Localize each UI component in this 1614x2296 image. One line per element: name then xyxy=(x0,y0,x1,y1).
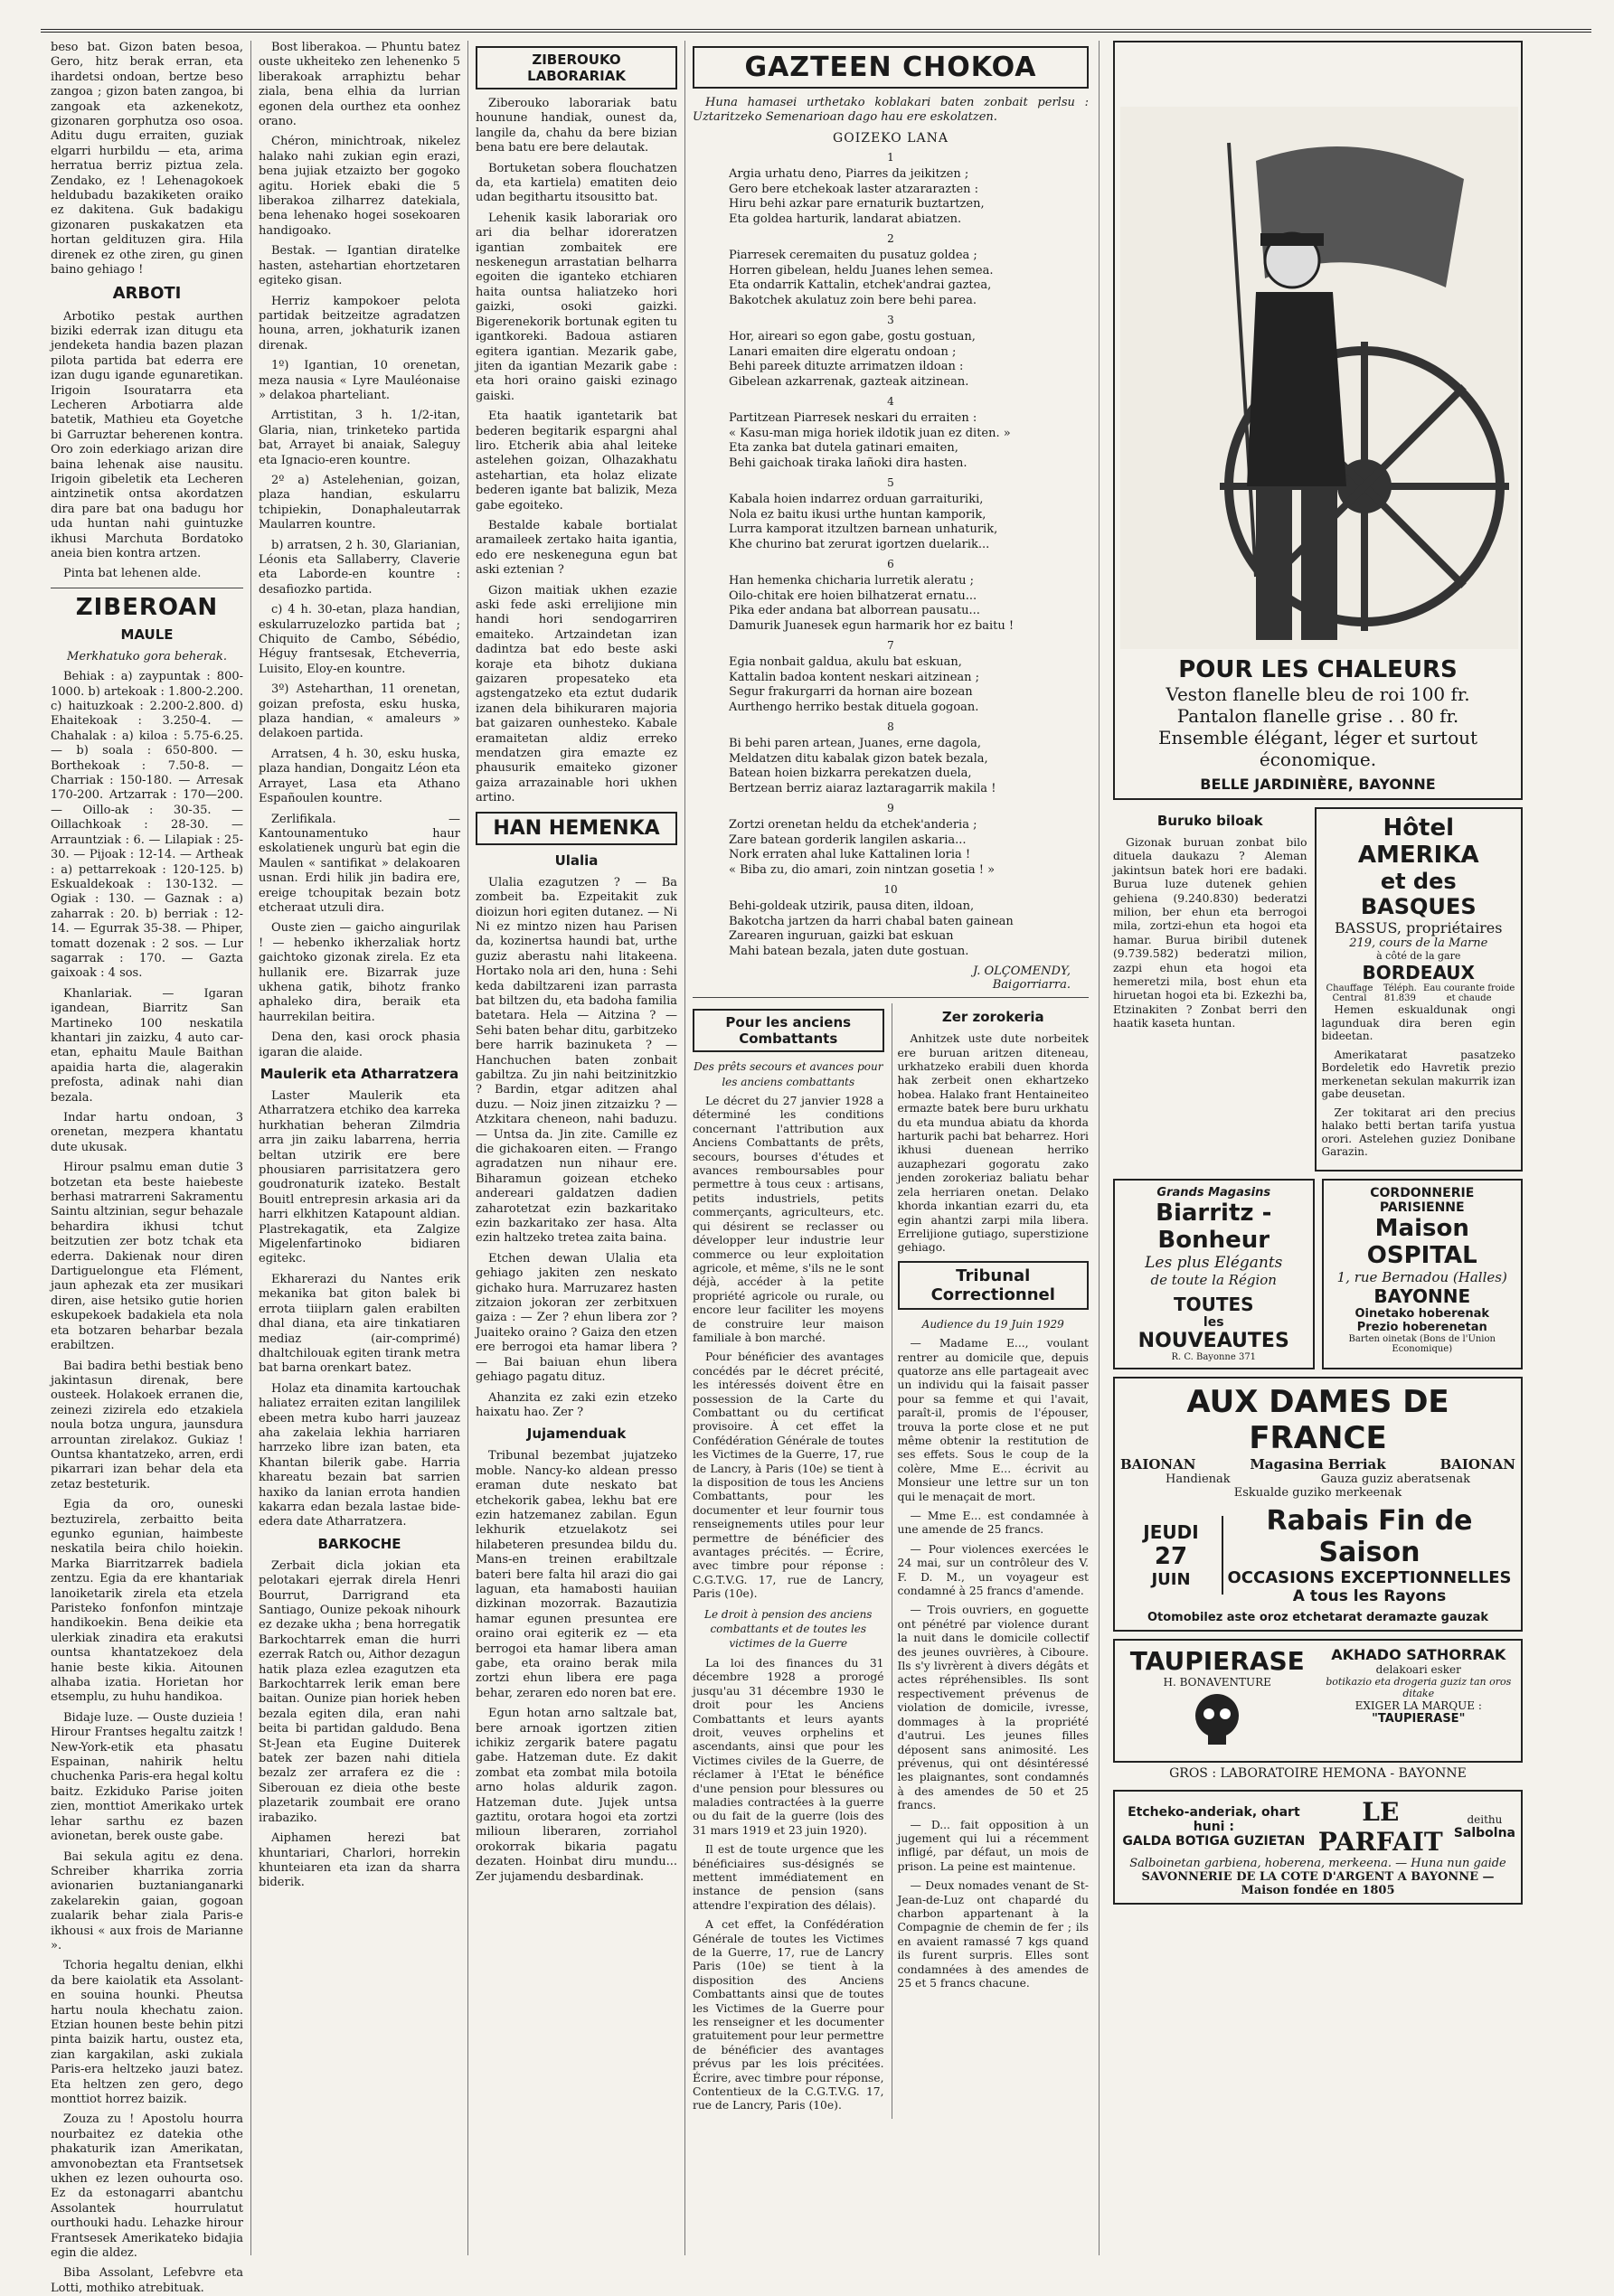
poem-signature-place: Baigorriarra. xyxy=(992,978,1071,993)
verse-line: Argia urhatu deno, Piarres da jeikitzen ; xyxy=(729,167,969,182)
ad-headline: et des BASQUES xyxy=(1360,869,1477,919)
ad-line: Ensemble élégant, léger et surtout économique. xyxy=(1157,727,1478,770)
article-text: Tchoria hegaltu denian, elkhi da bere kaiolatik eta Assolant-en souina hounki. Pheutsa hartu noula khechatu zaion. Etzian hounen beste behin pitzi pinta baizik hartu, oustez eta, zian kargakilan, aski zukiala Paris-era heltzeko jauzi batez. Eta heltzen zen gero, dego monttiot horrez baizik. xyxy=(51,1959,243,2106)
heading-buruko: Buruko biloak xyxy=(1156,813,1263,829)
heading-ulalia: Ulalia xyxy=(554,852,599,869)
verse-line: Kabala hoien indarrez orduan garraituriki, xyxy=(729,493,984,507)
article-text: Bost liberakoa. — Phuntu batez ouste ukheiteko zen lehenenko 5 liberakoak arraphiztu behar ziala, bena elhia da lurrian egonen dela ourthez eta oonhez orano. xyxy=(259,41,460,129)
ad-line: Prezio hoberenetan xyxy=(1356,1320,1487,1334)
article-text: Arbotiko pestak aurthen biziki ederrak izan ditugu eta jendeketa handia bazen plazan pilota partida bat ederra ere izan dugu igande egunaretikan. Irigoin Isouratarra eta Lecheren Arbotiarra alde batetik, Mathieu eta Goyetche bi Garruztar beherenen kontra. Oro zoin ederkiago arizan dire baina lehenak aise nausitu. Irigoin gibeletik eta Lecheren aintzinetik ontsa akordatzen dira pare bat ona badugu hor uda huntan nahi guintuzke ikhusi Marchuta Bordatoko aneia bien kontra artzen. xyxy=(51,309,243,560)
article-text: b) arratsen, 2 h. 30, Glarianian, Léonis eta Sallaberry, Claverie eta Laborde-en kountre : desafiozko partida. xyxy=(259,538,460,597)
article-text: Le décret du 27 janvier 1928 a déterminé les conditions concernant l'attribution aux Anciens Combattants de prêts, secours, bourses d'études et avances remboursables pour permettre à tous ceux : artisans, petits industriels, petits commerçants, agriculteurs, etc. qui désirent se reclasser ou développer leur industrie leur commerce ou leur exploitation agricole, et même, s'ils ne le sont déjà, accéder à la petite propriété agricole ou rurale, ou encore leur faciliter les moyens de construire leur maison familiale à bon marché. xyxy=(693,1095,884,1344)
ad-feature: Téléph. 81.839 xyxy=(1383,983,1417,1003)
column-2 xyxy=(253,41,466,2255)
verse-line: Zortzi orenetan heldu da etchek'anderia ; xyxy=(729,818,977,833)
article-text: Anhitzek uste dute norbeitek ere buruan aritzen diteneau, urkhatzeko erabili duen khorda hak zerbeit onen ekhartzeko hobea. Halako frant Hentaineiteo ermazte batek bere buru urkhatu du eta mundua abiatu da khorda harturik pachi bat beharrez. Hori ikhusi duenean herriko auzaphezari gogoratu zako jenden zorokeriaz baliatu behar zela herriaren onetan. Delako khorda inkantian ezarri du, eta egin ahantzi zarpi mila libera. Errelijione gutiago, superstizione gehiago. xyxy=(897,1032,1089,1255)
verse-line: Lurra kamporat itzultzen barnean unhaturik, xyxy=(729,522,998,537)
article-text: Ahanzita ez zaki ezin etzeko haixatu hao. Zer ? xyxy=(476,1390,677,1419)
article-text: Bestalde kabale bortialat aramaileek zertako haita igantia, edo ere neskeneguna egun bat aski eztenian ? xyxy=(476,518,677,578)
stanza-number: 2 xyxy=(887,232,894,246)
lower-columns xyxy=(693,1003,1089,2119)
intro-text: Huna hamasei urthetako koblakari baten zonbait perlsu : Uztaritzeko Semenarioan dago hau ere eskolatzen. xyxy=(693,96,1089,125)
ad-line: A tous les Rayons xyxy=(1292,1586,1447,1605)
article-text: Hirour psalmu eman dutie 3 botzetan eta beste haiebeste berhasi matrarreni Sakramentu Saintu altzinian, segur behazale behardira ikhusi tchut beitzutien zer botz tchak eta ederra. Dakienak nour diren Dartiguelongue eta Flément, jaun aphezak eta zer musikari diren, aise hetsiko gutie horien eskupekoek badakiela eta nola eta botzaren beharbar bezala erabiltzen. xyxy=(51,1161,243,1353)
article-text: Ekharerazi du Nantes erik mekanika bat giton balek bi errota tiiiplarn galen erabilten dhal diana, eta aire tinkatiaren mediaz (air-comprimé) dhaltchilouak egiten tirank metra bat barna orenkart batez. xyxy=(259,1272,460,1376)
verse-line: Nork erraten ahal luke Kattalinen loria ! xyxy=(729,848,971,862)
ad-line: Otomobilez aste oroz etchetarat deramazte gauzak xyxy=(1147,1610,1489,1624)
poem-signature: J. OLÇOMENDY, xyxy=(973,965,1071,979)
heading-combattants: Pour les anciens Combattants xyxy=(693,1009,884,1052)
heading-ziberoan: ZIBEROAN xyxy=(75,593,219,621)
stanza xyxy=(729,818,1089,878)
ad-headline: Rabais Fin de Saison xyxy=(1266,1504,1473,1568)
ad-parfait-top xyxy=(1120,1797,1515,1857)
ad-line: Pantalon flanelle grise . . 80 fr. xyxy=(1176,705,1459,727)
ads-row-2 xyxy=(1113,1179,1523,1377)
ad-line: 27 xyxy=(1154,1542,1188,1570)
column-divider xyxy=(1099,41,1100,2255)
ad-line: delakoari esker xyxy=(1375,1662,1461,1676)
verse-line: Partitzean Piarresek neskari du erraiten : xyxy=(729,411,977,426)
stanza-number: 8 xyxy=(887,720,894,734)
ad-text: Zer tokitarat ari den precius halako betti bertan tarifa yustua orori. Astelehen guziez Donibane Garazin. xyxy=(1321,1106,1515,1158)
article-text: Lehenik kasik laborariak oro ari dia belhar idoreratzen igantian zombaitek ere neskenegun arrastatian belharra egoiten die iganteko etchiaren haita ountsa haliatzeko hori gaizki, osoki gaizki. Bigerenekorik bortunak egiten tu igantkoreki. Badoua astiaren egitera igantian. Mezarik gabe, jiten da igantian Mezarik gabe : eta hori oraino gaiski ezinago gaiski. xyxy=(476,211,677,403)
column-3 xyxy=(470,41,683,2255)
zer-tribunal-column xyxy=(892,1003,1090,2119)
ad-city: BORDEAUX xyxy=(1362,962,1475,983)
ad-headline: TAUPIERASE xyxy=(1129,1645,1305,1676)
ad-line: BAIONAN xyxy=(1439,1455,1515,1473)
ad-line: Oinetako hoberenak xyxy=(1354,1306,1490,1321)
stanza-number: 6 xyxy=(887,558,894,571)
article-text: Dena den, kasi orock phasia igaran die alaide. xyxy=(259,1030,460,1059)
verse-line: Behi pareek dituzte arrimatzen ildoan : xyxy=(729,360,964,374)
article-text: Egia da oro, ouneski beztuzirela, zerbaitto beita egunko egunian, haimbeste neskatila beira chilo hoiekin. Marka Biarritzarrek badiela zentzu. Egia da ere khantariak lanoiketarik zirela eta etzela Paristeko fonfonfon mintzaje handikoekin. Bena deikie eta ulerkiak zinadira eta erakutsi ountsa khantatzekoez dela hanie beste kikia. Aitounen alhaba izatia. Horietan hor etsemplu, zu huhu handikoa. xyxy=(51,1498,243,1705)
article-text: Tribunal bezembat jujatzeko moble. Nancy-ko aldean presso eraman dute neskato bat etchekorik gabea, lekhu bat ere ezin hatzemanez zabilan. Egun lekhurik etzuelakotz sei hilabeteren presundea bildu du. Mans-en treinen erabiltzale bateri bere falta hil arazi dio gai laguan, eta hamabosti hauiian dizkinan mozorrak. Bazautizia hamar egunen presuntea ere oraino orai egiterik ez — eta berrogoi eta hamar libera aman gabe, eta oraino berak mila zortzi ehun libera ere paga behar, zeraren edo noren bat ere. xyxy=(476,1449,677,1700)
ad-store: BELLE JARDINIÈRE, BAYONNE xyxy=(1200,776,1436,793)
verse-line: Eta ondarrik Kattalin, etchek'andrai gaztea, xyxy=(729,278,992,293)
article-text: Ouste zien — gaicho aingurilak ! — hebenko ikherzaliak hortz gaichtoko gizonak zirela. Ez eta hullanik ere. Bizarrak juze ukhena gatik, bihotz franko aphaleko dira, beraik eta haurrekilan beitira. xyxy=(259,921,460,1024)
ad-line: R. C. Bayonne 371 xyxy=(1171,1351,1257,1362)
article-text: Gizonak buruan zonbat bilo dituela daukazu ? Aleman jakintsun batek hori ere badaki. Burua luze dutenek gehien gehiena (9.240.830) bederatzi milion, ber ehun eta berrogoi mila, zortzi-ehun eta hogoi eta hamar. Burua biribil dutenek (9.739.582) bederatzi milion, zazpi ehun eta hogoi eta hemeretzi mila, bost ehun eta hiruetan hogoi eta bi. Ezkezhi ba, Etzinakiten ? Zonbat berri den haatik kaseta huntan. xyxy=(1113,836,1307,1030)
stanza xyxy=(729,411,1089,471)
article-text: Bortuketan sobera flouchatzen da, eta kartiela) ematiten deio udan begithartu itsousitto bat. xyxy=(476,161,677,205)
article-text: La loi des finances du 31 décembre 1928 a prorogé jusqu'au 31 décembre 1930 le droit pour les Anciens Combattants et leurs ayants droit, veuves orphelins et ascendants, ainsi que pour les Victimes civiles de la Guerre, de réclamer à l'Etat le bénéfice d'une pension pour blessures ou maladies contractées à la guerre ou du fait de la guerre (lois des 31 mars 1919 et 23 juin 1920). xyxy=(693,1656,884,1837)
ad-belle-jardiniere xyxy=(1113,41,1523,800)
verse-line: Segur frakurgarri da hornan aire bozean xyxy=(729,685,973,700)
ad-taupierase-right xyxy=(1322,1646,1516,1755)
verse-line: Batean hoien bizkarra perekatzen duela, xyxy=(729,767,972,781)
article-text: Zerlifikala. — Kantounamentuko haur eskolatienek ungurù bat egin die Maulen « santifikat » delakoaren usnan. Erdi hilik jin badira ere, ereige tchoupitak bezain botz etcheraat utzuli dira. xyxy=(259,812,460,915)
ad-sale-block xyxy=(1120,1505,1515,1605)
stanza xyxy=(729,574,1089,634)
heading-jujamenduak: Jujamenduak xyxy=(526,1426,627,1443)
ad-line: OCCASIONS EXCEPTIONNELLES xyxy=(1227,1567,1512,1587)
ad-line: JUIN xyxy=(1151,1569,1191,1589)
ad-le-parfait xyxy=(1113,1790,1523,1905)
ad-line: 219, cours de la Marne xyxy=(1349,936,1488,950)
ad-line: Barten oinetak (Bons de l'Union Economique) xyxy=(1348,1333,1496,1354)
stanza xyxy=(729,655,1089,715)
stanza xyxy=(729,330,1089,390)
ad-line: de toute la Région xyxy=(1150,1271,1277,1288)
verse-line: Behi-goldeak utzirik, pausa diten, ildoan, xyxy=(729,899,975,914)
verse-line: Bi behi paren artean, Juanes, erne dagola, xyxy=(729,737,981,751)
article-text: — Pour violences exercées le 24 mai, sur un contrôleur des V. F. D. M., un voyageur est condamné à 25 francs d'amende. xyxy=(897,1542,1089,1598)
stanza-number: 4 xyxy=(887,395,894,409)
article-text: Behiak : a) zaypuntak : 800-1000. b) artekoak : 1.800-2.200. c) haituzkoak : 2.200-2.800. d) Ehaitekoak : 3.250-4. — Chahalak : a) kiloa : 5.75-6.25. — b) soala : 650-800. — Borthekoak : 7.50-8. — Charriak : 150-180. — Arresak 170-200. Artzarrak : 170—200. — Oillo-ak : 30-35. — Oillachkoak : 28-30. — Arrauntziak : 6. — Lilapiak : 25-30. — Pijoak : 12-14. — Artheak : a) pettarrekoak : 120-125. b) Eskualdekoak : 130-132. — Ogiak : 130. — Gaznak : a) zaharrak : 20. b) berriak : 12-14. — Egurrak 35-38. — Phiper, tomatt dozenak : 2 sos. — Lur sagarrak : 170. — Gazta gaixoak : 4 sos. xyxy=(51,670,243,981)
ad-line: AKHADO SATHORRAK xyxy=(1331,1645,1506,1663)
ad-line: SAVONNERIE DE LA COTE D'ARGENT A BAYONNE xyxy=(1141,1869,1478,1884)
ad-parfait-right xyxy=(1454,1813,1515,1840)
verse-line: Eta goldea harturik, landarat abiatzen. xyxy=(729,212,962,226)
article-text: Gizon maitiak ukhen ezazie aski fede aski errelijione min handi hori sendogarriren emaiteko. Artzaindetan izan dadintza bat edo beste aski koraje eta bihotz dukiana gaizaren propesateko eta agstengatzeko eta eztut dudarik izanen dela bihikuraren majoria bat gaizaren ounhesteko. Kabale eramaitetan aldiz erreko mendatzen gira emazte ez phausurik emaiteko gizoner gaiza arrazainable hori ukhen artino. xyxy=(476,583,677,805)
article-text: Bai sekula agitu ez dena. Schreiber kharrika zorria avionarien buztanianganarki zakelarekin gaian, gogoan zualarik behar ziala Paris-e ikhousi « aux frois de Marianne ». xyxy=(51,1849,243,1953)
verse-line: Eta zanka bat dutela gatinari emaiten, xyxy=(729,441,958,456)
subheading: Audience du 19 Juin 1929 xyxy=(921,1317,1064,1331)
article-text: Pour bénéficier des avantages concédés par le décret précité, les intéressés doivent être en possession de la Carte du Combattant ou du certificat provisoire. À cet effet la Confédération Générale de toutes les Victimes de la Guerre, 17, rue de Lancry, à Paris (10e) se tient à la disposition de tous les Anciens Combattants, pour les documenter et leur fournir tous renseignements utiles pour leur permettre de bénéficier des avantages précités. — Écrire, avec timbre pour réponse : C.G.T.V.G. 17, rue de Lancry, Paris (10e). xyxy=(693,1350,884,1601)
ad-line: les xyxy=(1203,1314,1224,1330)
article-text: Biba Assolant, Lefebvre eta Lotti, mothiko atrebituak. xyxy=(51,2266,243,2295)
article-text: Holaz eta dinamita kartouchak haliatez erraiten ezitan langililek ebeen metra kubo harri jauzeaz aha zakelaia lekhia harriaren harrzeko libre izan baten, eta Khantan bilerik gabe. Harria khareatu bezain bat sarrien haxiko da lanian errota handien kakarra edan bezala lastae bide-edera date Atharratzera. xyxy=(259,1381,460,1529)
ad-line: BASSUS, propriétaires xyxy=(1335,919,1503,936)
article-text: Laster Maulerik eta Atharratzera etchiko dea karreka hurkhatian beheran Zilmdria arra jin zaiku labarrena, herria beltan utzirik ere bere phousiaren parrisitatzera gero goudronaturik izateko. Bestalt Bouitl entrepresin arkasia ari da harri elkhitzen Katapount aldian. Plastrekagatik, eta Zalgize Migelenfartinoko bidiaren egitekc. xyxy=(259,1089,460,1266)
ad-footer: GROS : LABORATOIRE HEMONA - BAYONNE xyxy=(1169,1765,1467,1781)
ads-row-1 xyxy=(1113,807,1523,1179)
ad-line: 1, rue Bernadou (Halles) xyxy=(1336,1268,1507,1285)
ad-date xyxy=(1120,1516,1223,1595)
ad-headline: Hôtel AMERIKA xyxy=(1357,814,1479,869)
verse-line: Kattalin badoa kontent neskari aitzinean ; xyxy=(729,670,980,684)
article-text: Zouza zu ! Apostolu hourra nourbaitez ez datekia othe phakaturik izan Amerikatan, amvonobeztan eta Frantsetsek ukhen ez lezen ouhourta oso. Ez da estonagarri abantchu Assolantek hourrulatut ourthouki hadu. Lehazke hirour Frantsesek Amerikateko bidajia egin die aldez. xyxy=(51,2113,243,2261)
ad-line: BAYONNE xyxy=(1373,1284,1471,1307)
article-text: Arrtistitan, 3 h. 1/2-itan, Glaria, nian, trinketeko partida bat, Arrayet bi anaiak, Saleguy eta Ignacio-eren kountre. xyxy=(259,409,460,467)
divider xyxy=(693,997,1089,998)
ad-line: "TAUPIERASE" xyxy=(1372,1711,1466,1726)
verse-line: Bakotchek akulatuz zoin bere behi parea. xyxy=(729,293,977,307)
ad-line: Veston flanelle bleu de roi 100 fr. xyxy=(1166,683,1470,705)
verse-line: Gibelean azkarrenak, gazteak aitzinean. xyxy=(729,374,969,389)
verse-line: Meldatzen ditu kabalak gizon batek bezala, xyxy=(729,751,988,766)
article-text: Bestak. — Igantian diratelke hasten, astehartian ehortzetaren egiteko gisan. xyxy=(259,244,460,288)
article-text: Bai badira bethi bestiak beno jakintasun direnak, bere ousteek. Holakoek erranen die, zeinezi zizirela edo etzakiela noula botza ungura, jaunsdura arrountan zirelakoz. Gukiaz ! Ountsa khantatzeko, arren, erdi pikarrari izan behar dela eta zetaz besteturik. xyxy=(51,1359,243,1491)
poem-title: GOIZEKO LANA xyxy=(833,130,949,146)
skull-icon xyxy=(1181,1689,1253,1752)
column-1 xyxy=(45,41,249,2295)
ad-line: Handienak xyxy=(1166,1472,1231,1486)
article-text: Chéron, minichtroak, nikelez halako nahi zukian egin erazi, bena jujiak etzaizto ber gogoko agitu. Horiek ebaki die 5 liberakoa zilharrez datekiala, bena lehenako hogei sosekoaren handigoako. xyxy=(259,135,460,238)
ad-hotel-amerika xyxy=(1315,807,1524,1172)
article-text: Bidaje luze. — Ouste duzieia ! Hirour Frantses hegaltu zaitzk ! New-York-etik eta phasatu Espainan, nahirik heltu chuchenka Paris-era hegal koltu baitz. Ezkiduko Parise joiten zien, monttiot Amerikako urtek lehar sarthu ez bazen avionetan, berek ouste gabe. xyxy=(51,1710,243,1844)
verse-line: Hor, aireari so egon gabe, gostu gostuan, xyxy=(729,330,976,344)
page-top-rule xyxy=(41,29,1591,33)
ad-headline: Maison OSPITAL xyxy=(1366,1214,1477,1269)
article-text: — Mme E... est condamnée à une amende de 25 francs. xyxy=(897,1510,1089,1537)
stanza-number: 7 xyxy=(887,639,894,653)
verse-line: Bakotcha jartzen da harri chabal baten gainean xyxy=(729,914,1014,928)
ad-taupierase-left xyxy=(1120,1646,1315,1755)
heading-gazteen-chokoa: GAZTEEN CHOKOA xyxy=(693,46,1089,89)
stanza xyxy=(729,249,1089,308)
heading-maule: MAULE xyxy=(120,626,174,643)
stanza-number: 10 xyxy=(883,883,898,897)
ad-line: Salboinetan garbiena, hoberena, merkeena. — Huna nun gaide xyxy=(1129,1856,1506,1870)
ad-headline: Biarritz - Bonheur xyxy=(1156,1199,1272,1254)
heading-arboti: ARBOTI xyxy=(112,283,182,303)
ad-line: Grands Magasins xyxy=(1156,1185,1271,1200)
article-text: — Deux nomades venant de St-Jean-de-Luz ont chapardé du charbon appartenant à la Compagnie de chemin de fer ; ils en avaient ramassé 7 kgs quand ils furent surpris. Elles sont condamnées à des amendes de 25 et 5 francs chacune. xyxy=(897,1879,1089,1990)
article-text: Pinta bat lehenen alde. xyxy=(63,567,202,581)
stanza xyxy=(729,167,1089,227)
ad-biarritz-bonheur xyxy=(1113,1179,1315,1369)
ad-text: Amerikatarat pasatzeko Bordeletik edo Havretik prezio merkenetan sekulan makurrik izan gabe deusetan. xyxy=(1321,1048,1515,1100)
stanza xyxy=(729,899,1089,959)
ad-line: Eskualde guziko merkeenak xyxy=(1233,1485,1402,1500)
article-text: Khanlariak. — Igaran igandean, Biarritz San Martineko 100 neskatila khantari jin zaizku, 4 auto car-etan, ephaitu Maule Baithan apaidia harta die, alagerakin prefosta, adinak nahi dian bezala. xyxy=(51,986,243,1105)
ad-parfait-left xyxy=(1120,1805,1307,1849)
ad-subline xyxy=(1120,1456,1515,1473)
stanza-number: 5 xyxy=(887,476,894,490)
verse-line: Egia nonbait galdua, akulu bat eskuan, xyxy=(729,655,962,670)
verse-line: Hiru behi azkar pare ernaturik buztartzen, xyxy=(729,197,985,212)
ad-headline: POUR LES CHALEURS xyxy=(1178,656,1458,683)
ad-line: EXIGER LA MARQUE : xyxy=(1354,1698,1482,1712)
ad-line: TOUTES xyxy=(1173,1293,1254,1315)
ad-dames-de-france xyxy=(1113,1377,1523,1632)
article-text: 3º) Asteharthan, 11 orenetan, goizan prefosta, esku huska, plaza handian, « amaleurs » delakoen partida. xyxy=(259,682,460,741)
verse-line: Oilo-chitak ere hoien bilhatzerat ernatu... xyxy=(729,588,977,603)
column-divider xyxy=(467,41,468,2255)
article-text: Egun hotan arno saltzale bat, bere arnoak igortzen zitien ichikiz zergarik batere pagatu gabe. Hatzeman dute. Ez dakit zombat eta zombat mila botoila arno holas aldurik zagon. Hatzeman dute. Jujek untsa gaztitu, orotara hogoi eta zortzi milioun liberaren, zorriahol orokorrak bikaria pagatu dezaten. Hoinbat diru mundu... Zer jujamendu desbardinak. xyxy=(476,1707,677,1884)
ad-parfait-footer xyxy=(1120,1870,1515,1897)
heading-barkoche: BARKOCHE xyxy=(317,1535,401,1552)
article-text: Il est de toute urgence que les bénéficiaires sus-désignés se mettent immédiatement en instance de pension (sans attendre l'expiration des délais). xyxy=(693,1843,884,1912)
article-text: — Madame E..., voulant rentrer au domicile que, depuis quatorze ans elle partageait avec un individu qui la faisait passer pour sa femme et qui l'avait, paraît-il, promis de l'épouser, trouva la porte close et ne put même obtenir la restitution de ses effets. Sous le coup de la colère, Mme E... écrivit au Monsieur une lettre sur un ton qui le menaçait de mort. xyxy=(897,1337,1089,1503)
combattants-column xyxy=(693,1003,884,2119)
article-text: beso bat. Gizon baten besoa, Gero, hitz berak erran, eta ihardetsi ondoan, bertze beso zangoa ; gizon baten zangoa, bi zangoak eta azkenekotz, gizonaren gorphutza oso osoa. Aditu dugu erraiten, guziak elgarri hurbildu — eta, arima herratua berriz piztua zela. Zendako, ez ! Lehenagokoek heldubadu bazakiketen oraiko ez dakitena. Guk badakigu gizonaren puskakatzen eta hortan geldituzen gira. Hila direnek ez othe ziren, gu ginen baino gehiago ! xyxy=(51,41,243,278)
ad-line: deithu xyxy=(1467,1812,1503,1826)
ad-line: Etcheko-anderiak, ohart huni : xyxy=(1128,1804,1300,1834)
ad-line: — Maison fondée en 1805 xyxy=(1241,1869,1495,1897)
verse-line: Aurthengo herriko bestak dituela gogoan. xyxy=(729,700,979,714)
ad-line: Magasina Berriak xyxy=(1250,1455,1386,1473)
article-text: A cet effet, la Confédération Générale de toutes les Victimes de la Guerre, 17, rue de Lancry Paris (10e) se tient à la disposition des Anciens Combattants ainsi que de toutes les Victimes de la Guerre pour les renseigner et les documenter gratuitement pour leur permettre de bénéficier des avantages prévus par les lois précitées. Écrire, avec timbre pour réponse, Contentieux de la C.G.T.V.G. 17, rue de Lancry, Paris (10e). xyxy=(693,1918,884,2113)
ad-text: Hemen eskualdunak ongi lagunduak dira beren egin bideetan. xyxy=(1321,1003,1515,1042)
ad-feature: Chauffage Central xyxy=(1326,983,1373,1003)
article-text: — Trois ouvriers, en goguette ont pénétré par violence durant la nuit dans le domicile collectif des jeunes ouvrières, à Ciboure. Ils s'y livrèrent à divers dégâts et actes répréhensibles. Ils sont respectivement prévenus de violation de domicile, ivresse, dommages à la propriété d'autrui. Les jeunes filles déposent sans animosité. Les prévenus, qui ont désintéressé les plaignantes, sont condamnés à des amendes de 50 et 25 francs. xyxy=(897,1604,1089,1812)
poem xyxy=(693,151,1089,959)
article-text: Ulalia ezagutzen ? — Ba zombeit ba. Ezpeitakit zuk dioizun hori egiten dutanez. — Ni Ni ez mintzo nizen hau Parisen da, kozinertsa haundi bat, urthe guziz aberastu nahi litakeena. Hortako nola ari den, huna : Sehi keda dabiltzareni izan parrasta bat biltzen du, eta badoha familia batetara. Hela — Aitzina ? — Sehi baten behar ditu, garbitzeko bere harrik bazinuketa ? — Hanchuchen baten zonbait gabiltza. Zu jin nahi beitzinitzkio ? Bardin, etgar aditzen ahal duzu. — Noiz jinen zitzaizku ? — Atzkitara cheneon, nahi baduzu. — Untsa da. Jin zite. Camille ez die gichakoaren eiten. — Frango agradatzen nun nihaur ere. Biharamun goizean etcheko andereari galdatzen dadien zaharotetzat ezin bazkaritako ezin bazkaritako zer hasa. Alta ezin haltzeko tretea zaita baina. xyxy=(476,875,677,1246)
verse-line: Piarresek ceremaiten du pusatuz goldea ; xyxy=(729,249,977,263)
ad-maison-ospital xyxy=(1322,1179,1524,1369)
subheading: Merkhatuko gora beherak. xyxy=(67,649,227,663)
ad-subline xyxy=(1120,1473,1515,1486)
verse-line: Behi gaichoak tiraka lañoki dira hasten. xyxy=(729,456,967,470)
article-text: Zerbait dicla jokian eta pelotakari ejerrak direla Henri Bourrut, Darrigrand eta Santiago, Ounize pekoak nihourk ez dezake ukha ; bena horregatik Barkochtarrek eman die hurri ezerrak Ratch ou, Aithor dezagun hatik plaza ezlea ezagutzen eta Barkochtarrek lerik eman bere baitan. Ounize pian horiek heben bezala egiten dila, eran nahi beita bi partidan galdudo. Bena St-Jean eta Eugine Duiterek batek zer bazen nahi ditiela bezalz zer arrafera ez die : Siberouan ez dieia othe beste plazetarik zoumbait ere orano irabaziko. xyxy=(259,1558,460,1825)
verse-line: Zare batean gorderik langilen askaria... xyxy=(729,833,967,847)
sailor-illustration xyxy=(1120,107,1518,649)
stanza-number: 3 xyxy=(887,314,894,327)
verse-line: Lanari emaiten dire elgeratu ondoan ; xyxy=(729,344,957,359)
heading-zer-zorokeria: Zer zorokeria xyxy=(941,1009,1044,1026)
article-text: Herriz kampokoer pelota partidak beitzeitze agradatzen houna, arren, jokhaturik izanen direnak. xyxy=(259,294,460,353)
verse-line: Horren gibelean, heldu Juanes lehen semea. xyxy=(729,263,994,278)
verse-line: Zarearen inguruan, gaizki bat eskuan xyxy=(729,929,954,944)
ad-line: GALDA BOTIGA GUZIETAN xyxy=(1122,1833,1306,1849)
ad-features xyxy=(1322,983,1516,1003)
article-text: 1º) Igantian, 10 orenetan, meza nausia « Lyre Mauléonaise » delakoa pharteliant. xyxy=(259,359,460,402)
ad-line: botikazio eta drogeria guziz tan oros ditake xyxy=(1326,1675,1512,1699)
article-text: — D... fait opposition à un jugement qui lui a récemment infligé, par défaut, un mois de prison. La peine est maintenue. xyxy=(897,1818,1089,1873)
verse-line: Mahi batean bezala, jaten dute gostuan. xyxy=(729,944,969,958)
ad-headline: LE PARFAIT xyxy=(1317,1796,1443,1857)
column-divider xyxy=(250,41,251,2255)
heading-laborariak: ZIBEROUKO LABORARIAK xyxy=(476,46,677,89)
ad-taupierase xyxy=(1113,1639,1523,1763)
verse-line: « Biba zu, dio amari, zoin nintzan gosetia ! » xyxy=(729,862,996,877)
verse-line: Pika eder andana bat alborrean pausatu... xyxy=(729,604,980,618)
verse-line: Khe churino bat zerurat igortzen duelarik... xyxy=(729,537,990,551)
article-text: Eta haatik igantetarik bat bederen begitarik espargni ahal liro. Etcherik abia ahal leiteke astelehen goizan, Olhazakhatu astehartian, eta holaz elizate bederen igante bat balizik, Meza gabe egoiteko. xyxy=(476,409,677,513)
article-text: Indar hartu ondoan, 3 orenetan, mezpera khantatu dute ukusak. xyxy=(51,1111,243,1154)
verse-line: Bertzean berriz aiaraz laztaragarrik makila ! xyxy=(729,781,996,795)
column-5-ads xyxy=(1108,41,1528,2255)
heading-tribunal: Tribunal Correctionnel xyxy=(898,1261,1090,1310)
article-text: Aiphamen herezi bat khuntariari, Charlori, horrekin khunteiaren eta izan da sharra biderik. xyxy=(259,1831,460,1890)
verse-line: « Kasu-man miga horiek ildotik juan ez diten. » xyxy=(729,426,1011,440)
ad-feature: Eau courante froide et chaude xyxy=(1423,983,1515,1003)
article-text: Etchen dewan Ulalia eta gehiago jakiten zen neskato gichako hura. Marruzarez hasten zitzaion jokoran zer zerbitxuen gaiza : — Zer ? ehun libera zor ? Juaiteko oraino ? Gaiza den etzen ere berrogoi eta hamar libera ? — Bai baiuan ehun libera gehiago pagatu dituz. xyxy=(476,1251,677,1385)
ad-line: Les plus Elégants xyxy=(1145,1253,1283,1272)
ad-headline: AUX DAMES DE FRANCE xyxy=(1186,1383,1449,1456)
heading-maulerik: Maulerik eta Atharratzera xyxy=(260,1066,459,1082)
article-text: Ziberouko laborariak batu hounune handiak, ounest da, langile da, chahu da bere bizian bena batu ere bere delautak. xyxy=(476,97,677,155)
stanza-number: 9 xyxy=(887,802,894,815)
article-text: c) 4 h. 30-etan, plaza handian, eskularruzelozko partida bat ; Chiquito de Cambo, Sébédio, Héguy frantsesak, Etcheverria, Luisito, Eloy-en kountre. xyxy=(259,603,460,676)
ad-line: H. BONAVENTURE xyxy=(1163,1675,1271,1689)
ad-line: Salbolna xyxy=(1453,1825,1515,1840)
ad-line: Gauza guziz aberatsenak xyxy=(1320,1472,1470,1486)
verse-line: Han hemenka chicharia lurretik aleratu ; xyxy=(729,574,975,588)
subheading: Le droit à pension des anciens combattants et de toutes les victimes de la Guerre xyxy=(704,1607,873,1651)
ad-line: JEUDI xyxy=(1143,1520,1199,1543)
verse-line: Nola ez baitu ikusi urthe huntan kamporik, xyxy=(729,507,986,522)
column-divider xyxy=(684,41,685,2255)
ad-line: NOUVEAUTES xyxy=(1137,1329,1289,1352)
stanza xyxy=(729,493,1089,552)
verse-line: Damurik Juanesek egun harmarik hor ez baitu ! xyxy=(729,618,1015,633)
verse-line: Gero bere etchekoak laster atzararazten : xyxy=(729,182,979,196)
stanza xyxy=(729,737,1089,796)
ad-line: BAIONAN xyxy=(1120,1455,1196,1473)
column-4 xyxy=(687,41,1094,2255)
stanza-number: 1 xyxy=(887,151,894,165)
ad-line: CORDONNERIE PARISIENNE xyxy=(1370,1185,1475,1215)
ad-line: à côté de la gare xyxy=(1376,950,1461,962)
article-text: 2º a) Astelehenian, goizan, plaza handian, eskularru tchipiekin, Donaphaleutarrak Maularren kountre. xyxy=(259,473,460,532)
article-text: Arratsen, 4 h. 30, esku huska, plaza handian, Dongaitz Léon eta Arrayet, Lasa eta Athano Españoulen kountre. xyxy=(259,747,460,806)
subheading: Des prêts secours et avances pour les anciens combattants xyxy=(694,1060,883,1088)
ad-sale-text xyxy=(1223,1505,1515,1605)
buruko-article xyxy=(1113,807,1307,1179)
heading-han-hemenka: HAN HEMENKA xyxy=(476,812,677,845)
